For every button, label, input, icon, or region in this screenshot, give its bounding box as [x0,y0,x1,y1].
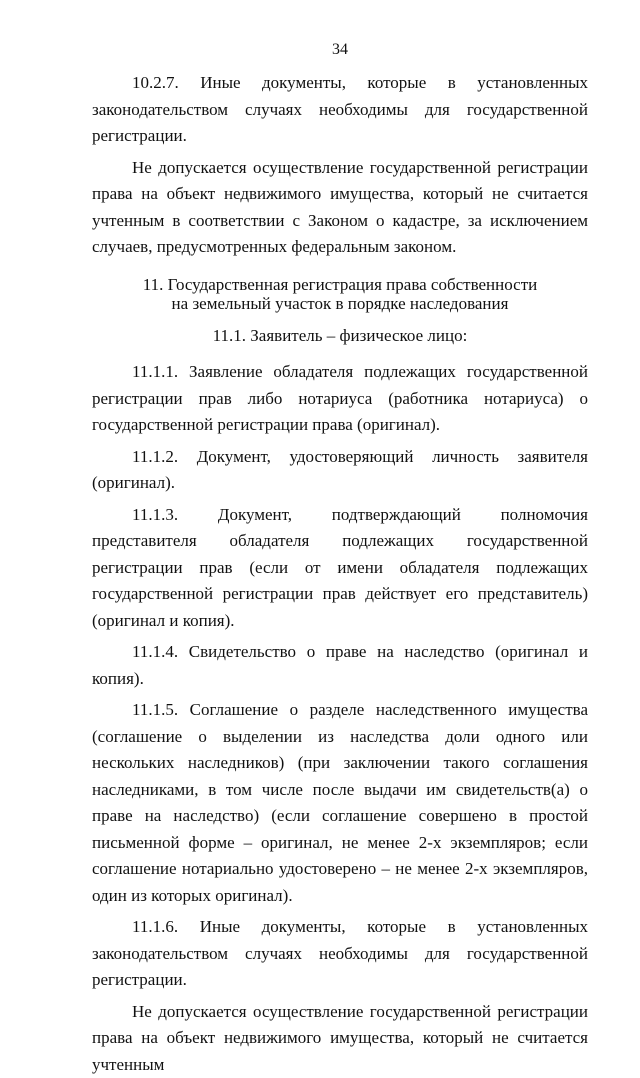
item-11-1-5: 11.1.5. Соглашение о разделе наследственного имущества (соглашение о выделении из наследства доли одного или нескольких наследников) (при заключении такого соглашения наследниками, в том числе после выдачи им свидетельств(а) о праве на наследство) (если соглашение совершено в простой письменной форме – оригинал, не менее 2-х экземпляров; если соглашение нотариально удостоверено – не менее 2-х экземпляров, один из которых оригинал). [92,697,588,909]
page-number: 34 [92,40,588,60]
paragraph-restriction: Не допускается осуществление государственной регистрации права на объект недвижимого имущества, который не считается учтенным в соответствии с Законом о кадастре, за исключением случаев, предусмотренных федеральным законом. [92,155,588,261]
item-11-1-3: 11.1.3. Документ, подтверждающий полномочия представителя обладателя подлежащих государственной регистрации прав (если от имени обладателя подлежащих государственной регистрации прав действует его представитель) (оригинал и копия). [92,502,588,635]
item-11-1-1: 11.1.1. Заявление обладателя подлежащих государственной регистрации прав либо нотариуса (работника нотариуса) о государственной регистрации права (оригинал). [92,359,588,439]
section-heading [92,275,588,313]
item-11-1-4: 11.1.4. Свидетельство о праве на наследство (оригинал и копия). [92,639,588,692]
paragraph-10-2-7: 10.2.7. Иные документы, которые в установленных законодательством случаях необходимы для государственной регистрации. [92,70,588,150]
item-11-1-2: 11.1.2. Документ, удостоверяющий личность заявителя (оригинал). [92,444,588,497]
subsection-heading: 11.1. Заявитель – физическое лицо: [92,323,588,350]
final-paragraph: Не допускается осуществление государственной регистрации права на объект недвижимого имущества, который не считается учтенным [92,999,588,1078]
section-heading-line-2: на земельный участок в порядке наследования [92,294,588,313]
item-11-1-6: 11.1.6. Иные документы, которые в установленных законодательством случаях необходимы для государственной регистрации. [92,914,588,994]
section-heading-line-1: 11. Государственная регистрация права собственности [92,275,588,294]
